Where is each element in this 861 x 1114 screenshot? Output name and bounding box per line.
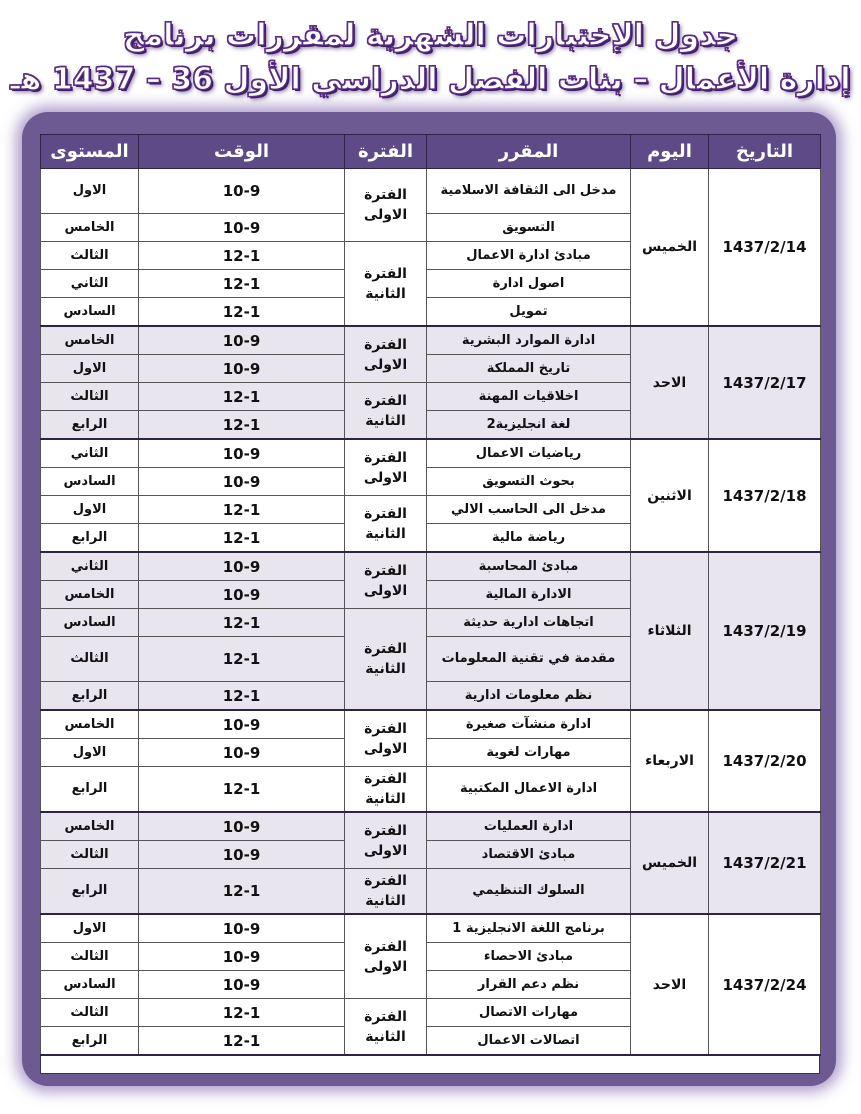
- course-name: اتجاهات ادارية حديثة: [427, 609, 631, 637]
- table-row: [41, 710, 821, 739]
- course-level: الثالث: [41, 383, 139, 411]
- exam-date: 1437/2/18: [709, 439, 821, 552]
- course-level: الخامس: [41, 710, 139, 739]
- course-level: السادس: [41, 609, 139, 637]
- exam-day: الخميس: [631, 812, 709, 914]
- exam-time: 10-9: [139, 812, 345, 841]
- exam-time: 10-9: [139, 841, 345, 869]
- exam-time: 10-9: [139, 214, 345, 242]
- exam-time: 10-9: [139, 355, 345, 383]
- period-second: الفترة الثانية: [345, 767, 427, 813]
- course-name: ادارة الاعمال المكتبية: [427, 767, 631, 813]
- exam-date: 1437/2/24: [709, 914, 821, 1055]
- day-group: [41, 710, 821, 812]
- period-first: الفترة الاولى: [345, 552, 427, 609]
- course-name: مبادئ الاقتصاد: [427, 841, 631, 869]
- period-second: الفترة الثانية: [345, 496, 427, 553]
- header-day: اليوم: [631, 135, 709, 169]
- course-level: السادس: [41, 971, 139, 999]
- course-name: مبادئ الاحصاء: [427, 943, 631, 971]
- course-name: اتصالات الاعمال: [427, 1027, 631, 1056]
- course-level: السادس: [41, 298, 139, 327]
- exam-time: 12-1: [139, 270, 345, 298]
- exam-date: 1437/2/14: [709, 169, 821, 327]
- exam-day: الثلاثاء: [631, 552, 709, 710]
- course-name: اخلاقيات المهنة: [427, 383, 631, 411]
- exam-day: الاربعاء: [631, 710, 709, 812]
- course-name: رياضة مالية: [427, 524, 631, 553]
- exam-time: 10-9: [139, 439, 345, 468]
- course-name: السلوك التنظيمي: [427, 869, 631, 915]
- period-second: الفترة الثانية: [345, 999, 427, 1056]
- exam-time: 12-1: [139, 609, 345, 637]
- header-time: الوقت: [139, 135, 345, 169]
- day-group: [41, 439, 821, 552]
- course-level: الاول: [41, 355, 139, 383]
- exam-time: 12-1: [139, 1027, 345, 1056]
- exam-time: 10-9: [139, 581, 345, 609]
- exam-date: 1437/2/21: [709, 812, 821, 914]
- course-name: الادارة المالية: [427, 581, 631, 609]
- exam-time: 12-1: [139, 496, 345, 524]
- course-level: الرابع: [41, 1027, 139, 1056]
- course-name: مقدمة في تقنية المعلومات: [427, 637, 631, 682]
- header-course: المقرر: [427, 135, 631, 169]
- exam-time: 12-1: [139, 383, 345, 411]
- course-level: الاول: [41, 496, 139, 524]
- period-second: الفترة الثانية: [345, 609, 427, 711]
- course-name: نظم معلومات ادارية: [427, 682, 631, 711]
- exam-time: 10-9: [139, 914, 345, 943]
- exam-time: 10-9: [139, 710, 345, 739]
- period-first: الفترة الاولى: [345, 914, 427, 999]
- course-name: رياضيات الاعمال: [427, 439, 631, 468]
- course-level: الخامس: [41, 214, 139, 242]
- course-name: ادارة العمليات: [427, 812, 631, 841]
- course-name: مبادئ ادارة الاعمال: [427, 242, 631, 270]
- table-header-row: [41, 135, 821, 169]
- exam-day: الخميس: [631, 169, 709, 327]
- exam-date: 1437/2/17: [709, 326, 821, 439]
- exam-time: 10-9: [139, 971, 345, 999]
- period-first: الفترة الاولى: [345, 326, 427, 383]
- course-level: الاول: [41, 914, 139, 943]
- exam-time: 12-1: [139, 869, 345, 915]
- course-level: الثالث: [41, 999, 139, 1027]
- day-group: [41, 326, 821, 439]
- course-name: تاريخ المملكة: [427, 355, 631, 383]
- exam-time: 12-1: [139, 637, 345, 682]
- page-title: جدول الإختبارات الشهرية لمقررات برنامج: [122, 18, 739, 53]
- table-row: [41, 326, 821, 355]
- page-subtitle: إدارة الأعمال – بنات الفصل الدراسي الأول 36 – 1437 هـ: [10, 62, 851, 97]
- exam-time: 12-1: [139, 999, 345, 1027]
- course-name: مهارات الاتصال: [427, 999, 631, 1027]
- course-level: الخامس: [41, 326, 139, 355]
- header-period: الفترة: [345, 135, 427, 169]
- exam-time: 12-1: [139, 298, 345, 327]
- course-level: الثاني: [41, 270, 139, 298]
- exam-time: 12-1: [139, 767, 345, 813]
- header-level: المستوى: [41, 135, 139, 169]
- course-level: الخامس: [41, 812, 139, 841]
- table-row: [41, 169, 821, 214]
- period-second: الفترة الثانية: [345, 869, 427, 915]
- course-name: مدخل الى الحاسب الالي: [427, 496, 631, 524]
- exam-time: 10-9: [139, 326, 345, 355]
- exam-time: 12-1: [139, 682, 345, 711]
- course-level: الثالث: [41, 841, 139, 869]
- table-row: [41, 552, 821, 581]
- course-level: الثاني: [41, 439, 139, 468]
- course-level: الرابع: [41, 869, 139, 915]
- exam-time: 10-9: [139, 169, 345, 214]
- course-level: الثالث: [41, 637, 139, 682]
- course-name: التسويق: [427, 214, 631, 242]
- period-second: الفترة الثانية: [345, 383, 427, 440]
- exam-schedule-table: [40, 134, 821, 1056]
- exam-time: 12-1: [139, 524, 345, 553]
- course-name: مهارات لغوية: [427, 739, 631, 767]
- period-second: الفترة الثانية: [345, 242, 427, 327]
- exam-time: 10-9: [139, 552, 345, 581]
- course-level: الثاني: [41, 552, 139, 581]
- course-name: تمويل: [427, 298, 631, 327]
- period-first: الفترة الاولى: [345, 439, 427, 496]
- table-row: [41, 812, 821, 841]
- course-level: الرابع: [41, 682, 139, 711]
- exam-day: الاثنين: [631, 439, 709, 552]
- course-name: ادارة منشآت صغيرة: [427, 710, 631, 739]
- exam-date: 1437/2/20: [709, 710, 821, 812]
- course-level: الاول: [41, 739, 139, 767]
- day-group: [41, 169, 821, 327]
- course-name: برنامج اللغة الانجليزية 1: [427, 914, 631, 943]
- course-level: الخامس: [41, 581, 139, 609]
- course-name: لغة انجليزية2: [427, 411, 631, 440]
- course-name: مدخل الى الثقافة الاسلامية: [427, 169, 631, 214]
- day-group: [41, 552, 821, 710]
- header-date: التاريخ: [709, 135, 821, 169]
- course-name: اصول ادارة: [427, 270, 631, 298]
- day-group: [41, 914, 821, 1055]
- course-name: مبادئ المحاسبة: [427, 552, 631, 581]
- period-first: الفترة الاولى: [345, 169, 427, 242]
- table-row: [41, 914, 821, 943]
- day-group: [41, 812, 821, 914]
- exam-time: 10-9: [139, 943, 345, 971]
- course-level: الاول: [41, 169, 139, 214]
- exam-time: 10-9: [139, 468, 345, 496]
- course-level: السادس: [41, 468, 139, 496]
- exam-time: 12-1: [139, 242, 345, 270]
- exam-time: 10-9: [139, 739, 345, 767]
- course-name: ادارة الموارد البشرية: [427, 326, 631, 355]
- exam-time: 12-1: [139, 411, 345, 440]
- exam-date: 1437/2/19: [709, 552, 821, 710]
- table-row: [41, 439, 821, 468]
- period-first: الفترة الاولى: [345, 710, 427, 767]
- exam-day: الاحد: [631, 914, 709, 1055]
- course-level: الثالث: [41, 242, 139, 270]
- exam-day: الاحد: [631, 326, 709, 439]
- course-level: الرابع: [41, 767, 139, 813]
- period-first: الفترة الاولى: [345, 812, 427, 869]
- course-name: بحوث التسويق: [427, 468, 631, 496]
- course-level: الثالث: [41, 943, 139, 971]
- course-level: الرابع: [41, 524, 139, 553]
- course-name: نظم دعم القرار: [427, 971, 631, 999]
- course-level: الرابع: [41, 411, 139, 440]
